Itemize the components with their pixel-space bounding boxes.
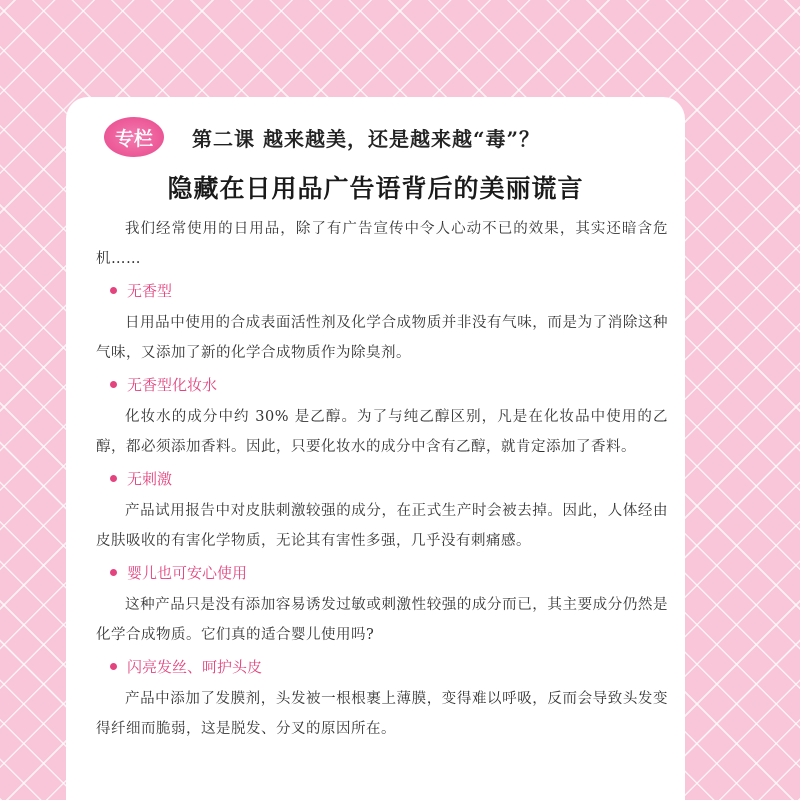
page-title: 隐藏在日用品广告语背后的美丽谎言 (167, 174, 584, 203)
section-heading-text: 无香型 (127, 281, 173, 300)
article-body (96, 214, 668, 744)
section-heading (110, 652, 668, 680)
section-paragraph: 这种产品只是没有添加容易诱发过敏或刺激性较强的成分而已，其主要成分仍然是化学合成物质。它们真的适合婴儿使用吗? (96, 597, 668, 643)
bullet-dot-icon (110, 287, 117, 294)
section-heading (110, 370, 668, 398)
section-heading-text: 婴儿也可安心使用 (127, 563, 248, 582)
section-heading-text: 无香型化妆水 (127, 375, 218, 394)
content-card (66, 97, 685, 800)
bullet-dot-icon (110, 569, 117, 576)
section-heading (110, 558, 668, 586)
section-heading-text: 无刺激 (127, 469, 173, 488)
section-heading (110, 464, 668, 492)
section-paragraph: 产品试用报告中对皮肤刺激较强的成分，在正式生产时会被去掉。因此，人体经由皮肤吸收的有害化学物质，无论其有害性多强，几乎没有刺痛感。 (96, 503, 668, 549)
bullet-dot-icon (110, 663, 117, 670)
header-row (104, 117, 540, 157)
section-paragraph: 日用品中使用的合成表面活性剂及化学合成物质并非没有气味，而是为了消除这种气味，又添加了新的化学合成物质作为除臭剂。 (96, 315, 668, 361)
column-badge: 专栏 (104, 117, 164, 157)
lesson-heading: 第二课 越来越美，还是越来越“毒”？ (192, 126, 540, 151)
section-paragraph: 产品中添加了发膜剂，头发被一根根裹上薄膜，变得难以呼吸，反而会导致头发变得纤细而脆弱，这是脱发、分叉的原因所在。 (96, 691, 668, 737)
bullet-dot-icon (110, 475, 117, 482)
intro-paragraph: 我们经常使用的日用品，除了有广告宣传中令人心动不已的效果，其实还暗含危机…… (96, 221, 668, 267)
section-heading-text: 闪亮发丝、呵护头皮 (127, 657, 263, 676)
bullet-dot-icon (110, 381, 117, 388)
section-paragraph: 化妆水的成分中约 30% 是乙醇。为了与纯乙醇区别，凡是在化妆品中使用的乙醇，都必须添加香料。因此，只要化妆水的成分中含有乙醇，就肯定添加了香料。 (96, 409, 668, 455)
section-heading (110, 276, 668, 304)
